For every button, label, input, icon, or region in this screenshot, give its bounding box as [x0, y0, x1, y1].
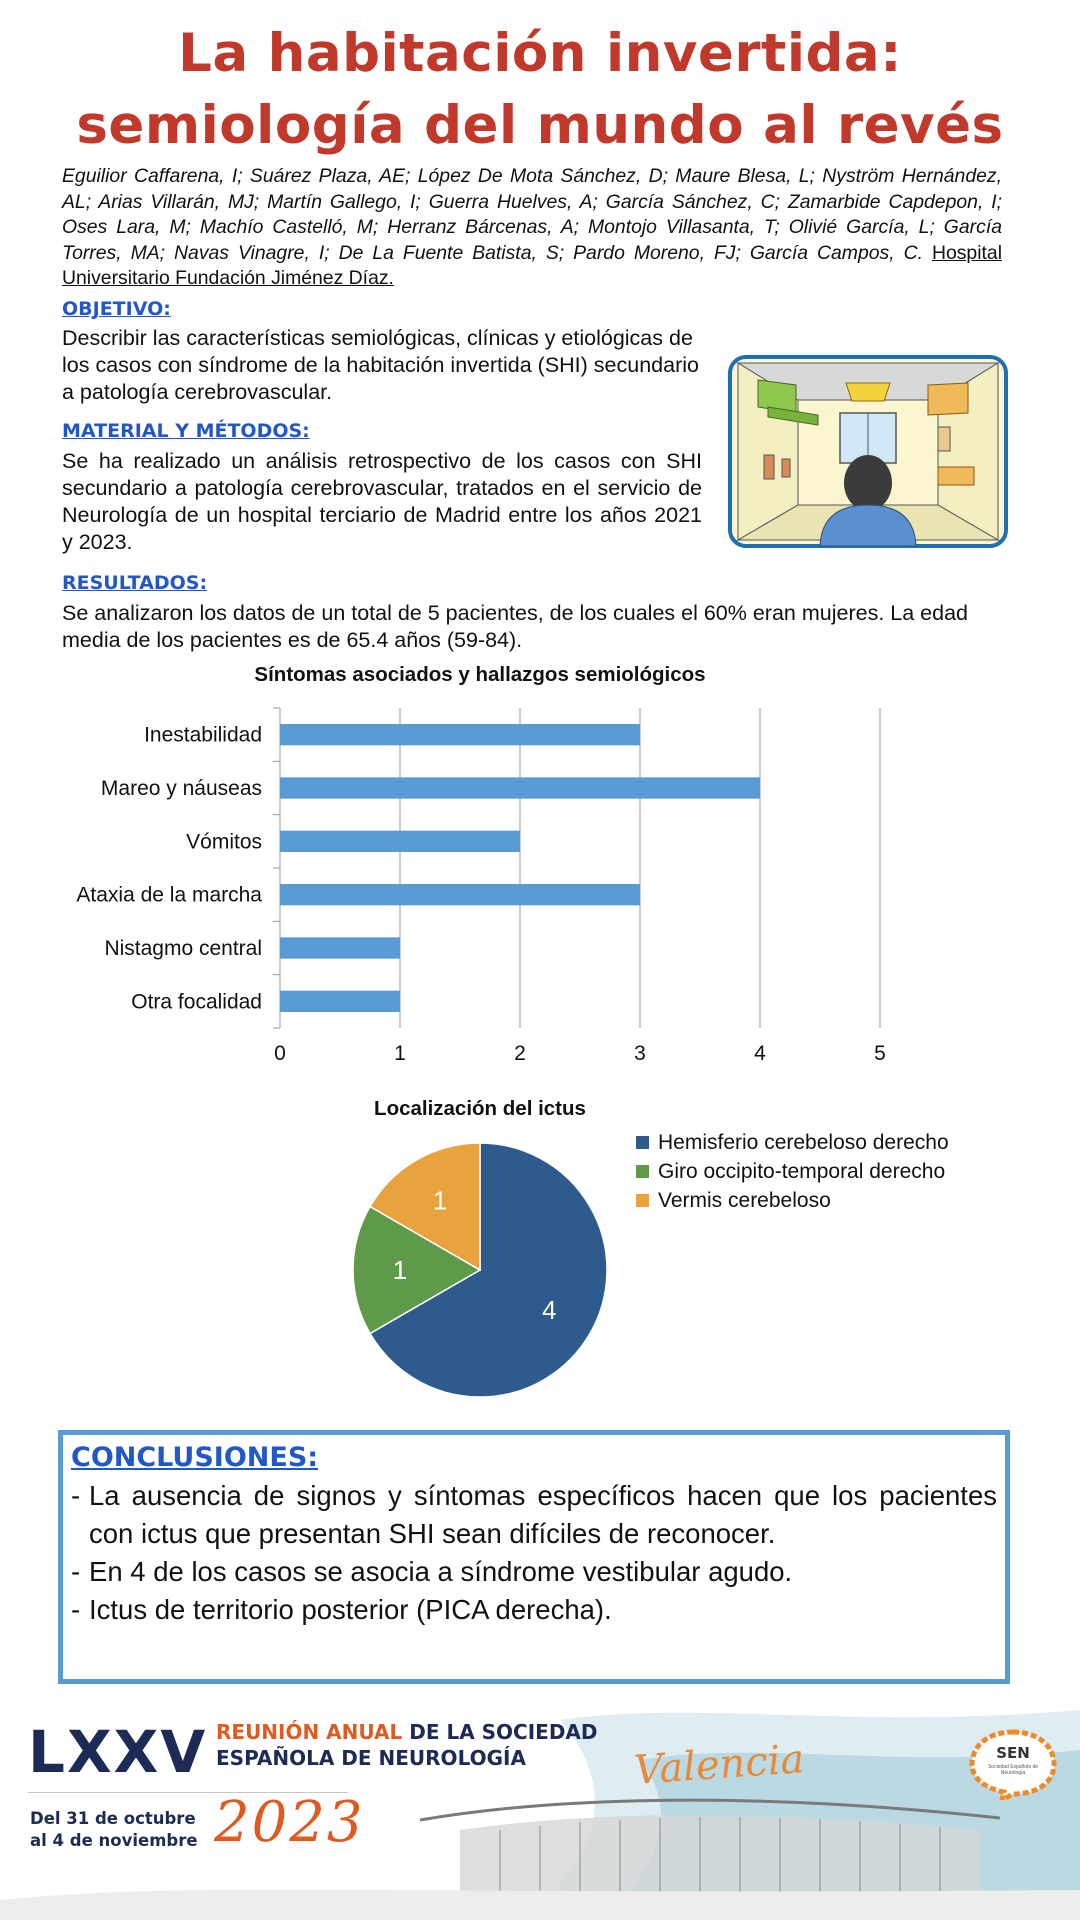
- footer-roman-numeral: LXXV: [28, 1718, 208, 1786]
- sen-logo: [968, 1728, 1058, 1800]
- conclusion-item: - La ausencia de signos y síntomas específicos hacen que los pacientes con ictus que presentan SHI sean difíciles de reconocer.: [71, 1477, 997, 1553]
- bar-chart-title: Síntomas asociados y hallazgos semiológicos: [254, 663, 706, 686]
- legend-label: Giro occipito-temporal derecho: [658, 1160, 946, 1183]
- congress-footer: [0, 1700, 1080, 1920]
- bar: [280, 991, 400, 1012]
- x-tick-label: 2: [514, 1042, 526, 1065]
- pie-legend: [636, 1128, 949, 1215]
- legend-swatch: [636, 1194, 649, 1207]
- x-tick-label: 1: [394, 1042, 406, 1065]
- title-line-2: semiología del mundo al revés: [76, 95, 1004, 156]
- footer-reunion-a: REUNIÓN ANUAL: [216, 1720, 403, 1744]
- category-label: Nistagmo central: [104, 937, 262, 960]
- bar: [280, 777, 760, 798]
- x-tick-label: 3: [634, 1042, 646, 1065]
- pie-chart-title: Localización del ictus: [374, 1097, 586, 1120]
- author-names: Eguilior Caffarena, I; Suárez Plaza, AE; López De Mota Sánchez, D; Maure Blesa, L; Nyström Hernández, AL; Arias Villarán, MJ; Martín Gallego, I; Guerra Huelves, A; García Sánchez, C; Zamarbide Capdepon, I; Oses Lara, M; Machío Castelló, M; Herranz Bárcenas, A; Montojo Villasanta, T; Olivié García, L; García Torres, MA; Navas Vinagre, I; De La Fuente Batista, S; Pardo Moreno, FJ; García Campos, C.: [62, 165, 1002, 264]
- resultados-text: Se analizaron los datos de un total de 5 pacientes, de los cuales el 60% eran mujeres. La edad media de los pacientes es de 65.4 años (59-84).: [62, 601, 968, 652]
- footer-espanola-line: ESPAÑOLA DE NEUROLOGÍA: [216, 1746, 526, 1770]
- footer-city: Valencia: [632, 1736, 806, 1794]
- pie-data-label: 4: [542, 1295, 557, 1326]
- title-line-1: La habitación invertida:: [178, 23, 902, 84]
- category-label: Otra focalidad: [131, 990, 262, 1014]
- legend-label: Hemisferio cerebeloso derecho: [658, 1131, 949, 1154]
- x-tick-label: 5: [874, 1042, 886, 1065]
- conclusions-list: [71, 1477, 997, 1629]
- legend-item: [636, 1128, 949, 1157]
- sen-logo-subtitle: Sociedad Española de Neurología: [987, 1764, 1039, 1776]
- bar: [280, 724, 640, 745]
- authors-block: [62, 164, 1002, 292]
- legend-item: [636, 1157, 949, 1186]
- category-label: Mareo y náuseas: [100, 777, 262, 800]
- sen-logo-text: SEN: [996, 1744, 1030, 1762]
- bar: [280, 831, 520, 852]
- legend-item: [636, 1186, 949, 1215]
- legend-label: Vermis cerebeloso: [658, 1189, 831, 1212]
- pie-data-label: 1: [392, 1255, 408, 1285]
- footer-year: 2023: [214, 1790, 365, 1855]
- objetivo-heading: OBJETIVO:: [62, 298, 171, 320]
- conclusion-item: - En 4 de los casos se asocia a síndrome vestibular agudo.: [71, 1553, 997, 1591]
- objetivo-text: Describir las características semiológicas, clínicas y etiológicas de los casos con síndrome de la habitación invertida (SHI) secundario a patología cerebrovascular.: [62, 326, 699, 404]
- conclusion-item: - Ictus de territorio posterior (PICA derecha).: [71, 1591, 997, 1629]
- bar: [280, 937, 400, 958]
- footer-reunion-line: [216, 1720, 598, 1744]
- inverted-room-illustration: [728, 355, 1008, 548]
- legend-swatch: [636, 1136, 649, 1149]
- category-label: Vómitos: [186, 830, 262, 854]
- symptoms-bar-chart: [40, 700, 920, 1080]
- bar: [280, 884, 640, 905]
- legend-swatch: [636, 1165, 649, 1178]
- x-tick-label: 0: [274, 1042, 286, 1065]
- stroke-location-pie-chart: [340, 1130, 620, 1410]
- category-label: Inestabilidad: [144, 723, 262, 747]
- conclusions-box: [58, 1430, 1010, 1684]
- poster-title: [0, 18, 1080, 162]
- footer-dates-line-2: al 4 de noviembre: [30, 1831, 198, 1850]
- material-heading: MATERIAL Y MÉTODOS:: [62, 420, 310, 442]
- footer-dates-line-1: Del 31 de octubre: [30, 1809, 196, 1828]
- hospital-affiliation: Hospital Universitario Fundación Jiménez Díaz.: [62, 241, 1003, 290]
- x-tick-label: 4: [754, 1042, 766, 1065]
- resultados-heading: RESULTADOS:: [62, 572, 208, 594]
- footer-reunion-b: DE LA SOCIEDAD: [409, 1720, 598, 1744]
- conclusions-heading-text: CONCLUSIONES: [71, 1442, 308, 1473]
- footer-dates: [30, 1808, 198, 1852]
- pie-data-label: 1: [432, 1185, 448, 1216]
- conclusions-heading: [71, 1441, 997, 1475]
- conclusions-heading-colon: :: [307, 1442, 319, 1473]
- category-label: Ataxia de la marcha: [76, 883, 262, 907]
- material-text: Se ha realizado un análisis retrospectivo de los casos con SHI secundario a patología cerebrovascular, tratados en el servicio de Neurología de un hospital terciario de Madrid entre los años 2021 y 2023.: [62, 449, 702, 554]
